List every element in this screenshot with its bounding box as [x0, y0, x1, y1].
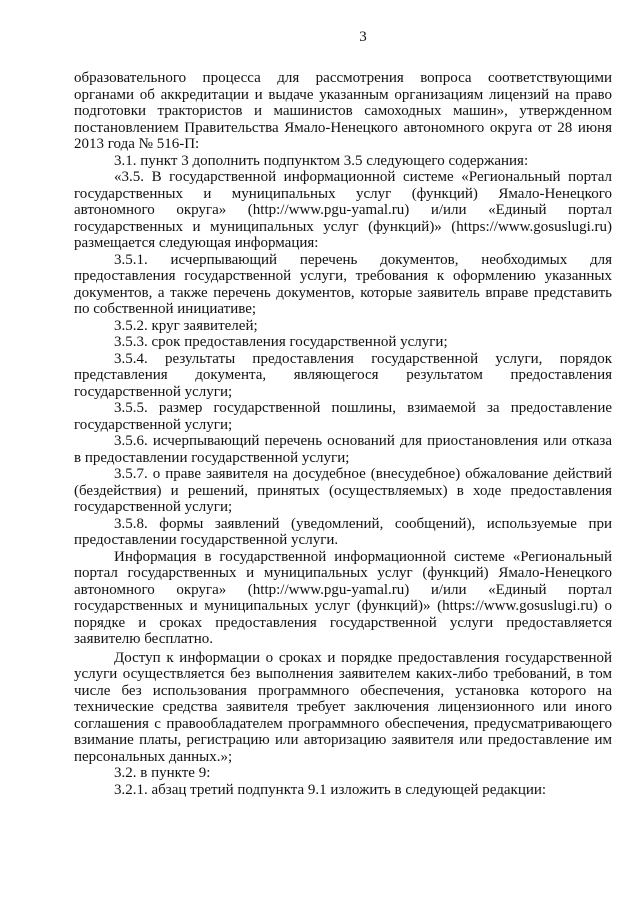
paragraph: 3.2.1. абзац третий подпункта 9.1 изложить в следующей редакции:: [114, 781, 547, 798]
paragraph: 3.5.7. о праве заявителя на досудебное (внесудебное) обжалование действий (бездействия) и решений, принятых (осуществляемых) в ходе предоставления государственной услуги;: [74, 466, 612, 515]
paragraph: 3.5.4. результаты предоставления государственной услуги, порядок представления документа, являющегося результатом предоставления государственной услуги;: [74, 350, 612, 400]
page-number: 3: [359, 29, 367, 45]
paragraph: 3.5.6. исчерпывающий перечень оснований для приостановления или отказа в предоставлении государственной услуги;: [74, 433, 612, 466]
paragraph: 3.5.3. срок предоставления государственной услуги;: [114, 334, 448, 350]
document-body: [74, 70, 612, 798]
paragraph: 3.5.2. круг заявителей;: [114, 317, 258, 334]
paragraph: образовательного процесса для рассмотрения вопроса соответствующими органами об аккредитации и выдаче указанным организациям лицензий на право подготовки трактористов и машинистов самоходных машин», утвержденном постановлением Правительства Ямало-Ненецкого автономного округа от 28 июня 2013 года № 516-П:: [74, 70, 612, 152]
paragraph: 3.2. в пункте 9:: [114, 765, 211, 781]
paragraph: 3.1. пункт 3 дополнить подпунктом 3.5 следующего содержания:: [114, 152, 529, 169]
paragraph: 3.5.5. размер государственной пошлины, взимаемой за предоставление государственной услуги;: [74, 400, 612, 433]
paragraph: «3.5. В государственной информационной системе «Региональный портал государственных и муниципальных услуг (функций) Ямало-Ненецкого автономного округа» (http://www.pgu-yamal.ru) и/или «Единый портал государственных и муниципальных услуг (функций)» (https://www.gosuslugi.ru) размещается следующая информация:: [74, 169, 612, 251]
paragraph: 3.5.1. исчерпывающий перечень документов, необходимых для предоставления государственной услуги, требования к оформлению указанных документов, а также перечень документов, которые заявитель вправе представить по собственной инициативе;: [74, 251, 612, 317]
paragraph: Доступ к информации о сроках и порядке предоставления государственной услуги осуществляется без выполнения заявителем каких-либо требований, в том числе без использования программного обеспечения, установка которого на технические средства заявителя требует заключения лицензионного или иного соглашения с правообладателем программного обеспечения, предусматривающего взимание платы, регистрацию или авторизацию заявителя или предоставление им персональных данных.»;: [74, 649, 612, 765]
paragraph: Информация в государственной информационной системе «Региональный портал государственных и муниципальных услуг (функций) Ямало-Ненецкого автономного округа» (http://www.pgu-yamal.ru) и/или «Единый портал государственных и муниципальных услуг (функций)» (https://www.gosuslugi.ru) о порядке и сроках предоставления государственной услуги предоставляется заявителю бесплатно.: [74, 548, 612, 647]
paragraph: 3.5.8. формы заявлений (уведомлений, сообщений), используемые при предоставлении государственной услуги.: [74, 515, 612, 548]
